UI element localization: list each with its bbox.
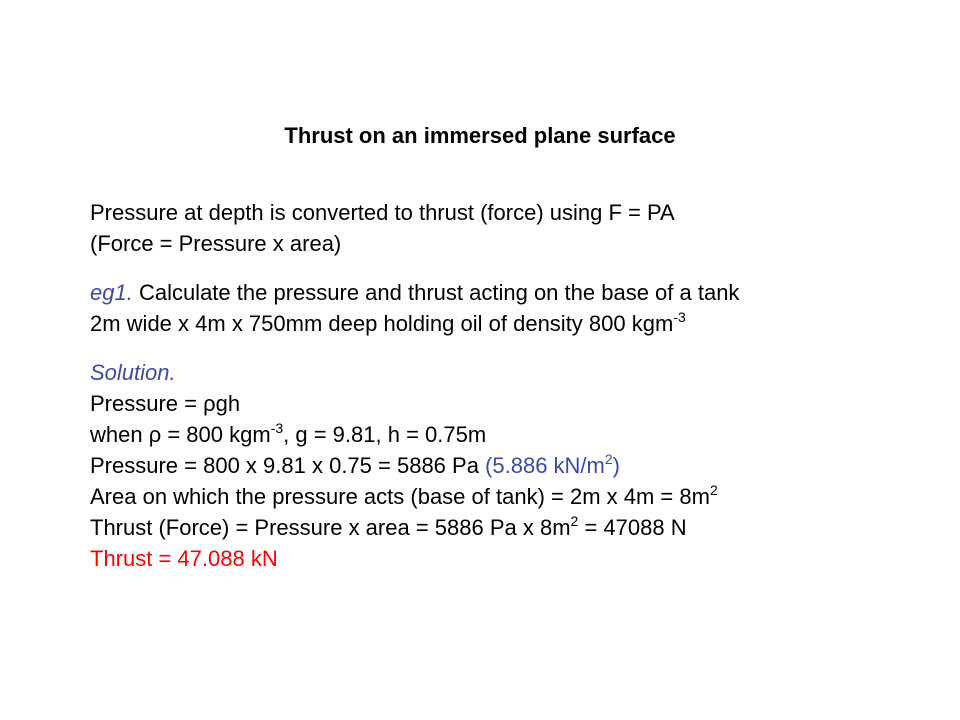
pressure-alt-units <box>485 453 620 478</box>
given-g-h: , g = 9.81, h = 0.75m <box>283 422 487 447</box>
solution-heading: Solution. <box>90 360 176 385</box>
intro-line-1: Pressure at depth is converted to thrust (force) using F = PA <box>90 200 675 225</box>
thrust-text: Thrust (Force) = Pressure x area = 5886 Pa x 8m <box>90 515 571 540</box>
area-calculation <box>90 481 739 512</box>
thrust-result-n: = 47088 N <box>578 515 687 540</box>
given-density-exponent: -3 <box>270 420 284 436</box>
pressure-calculation <box>90 450 739 481</box>
spacer <box>90 259 739 277</box>
slide-body <box>90 197 739 574</box>
area-text: Area on which the pressure acts (base of tank) = 2m x 4m = 8m <box>90 484 710 509</box>
given-density: when ρ = 800 kgm <box>90 422 271 447</box>
thrust-result: Thrust = 47.088 kN <box>90 546 278 571</box>
example-label: eg1. <box>90 280 133 305</box>
pressure-alt-close: ) <box>612 453 620 478</box>
example-tank-spec: 2m wide x 4m x 750mm deep holding oil of density 800 kgm <box>90 311 674 336</box>
thrust-exponent: 2 <box>570 513 579 529</box>
area-exponent: 2 <box>709 482 718 498</box>
density-exponent: -3 <box>673 309 686 325</box>
intro-line-2: (Force = Pressure x area) <box>90 231 342 256</box>
example-line-1 <box>90 277 739 308</box>
spacer <box>90 339 739 357</box>
thrust-calculation <box>90 512 739 543</box>
pressure-alt-exponent: 2 <box>604 451 613 467</box>
pressure-calc-text: Pressure = 800 x 9.81 x 0.75 = 5886 Pa <box>90 453 486 478</box>
given-values <box>90 419 739 450</box>
pressure-alt-text: (5.886 kN/m <box>485 453 605 478</box>
slide-title: Thrust on an immersed plane surface <box>284 123 676 148</box>
example-line-2 <box>90 308 739 339</box>
example-question-text: Calculate the pressure and thrust acting on the base of a tank <box>132 280 740 305</box>
pressure-formula: Pressure = ρgh <box>90 391 241 416</box>
